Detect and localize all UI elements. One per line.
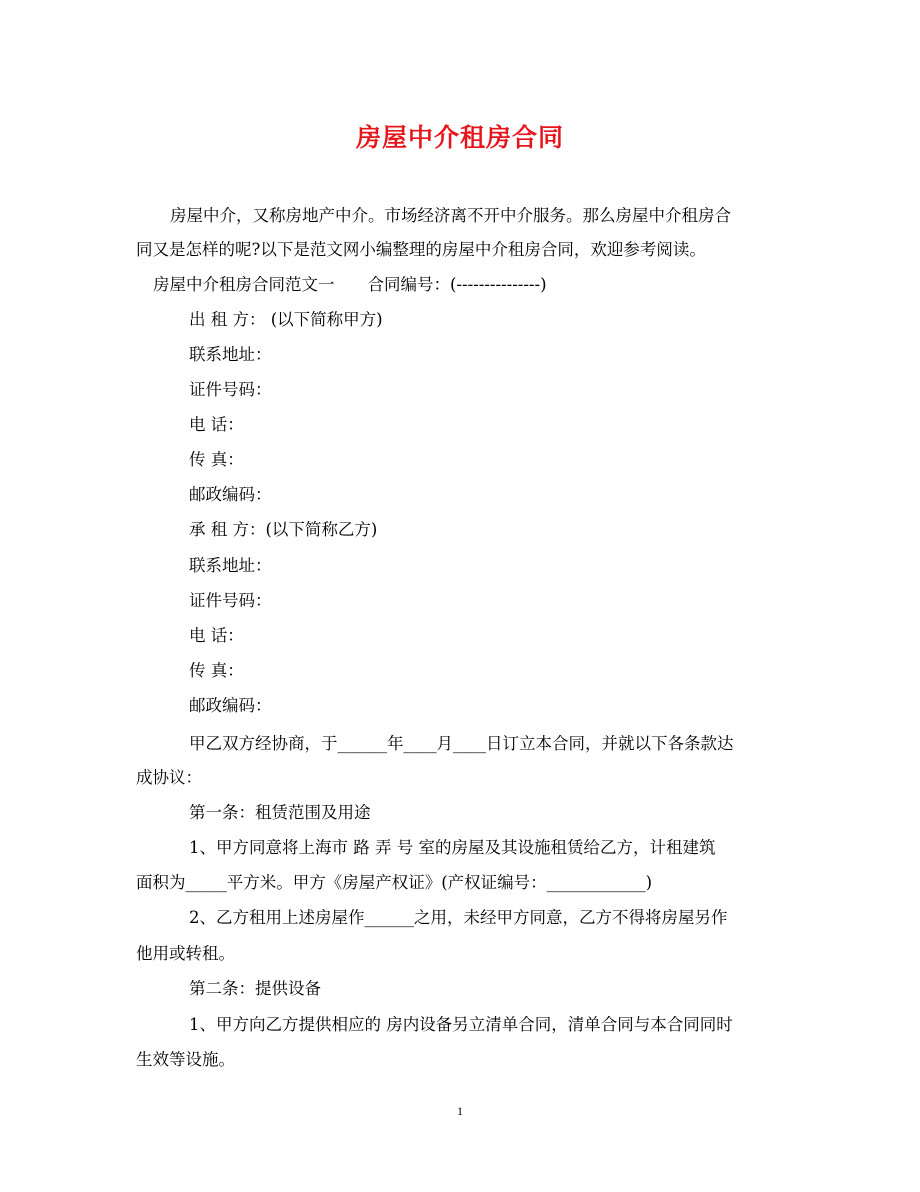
lessee-id-number: 证件号码：	[189, 591, 272, 610]
lessee-heading: 承 租 方：(以下简称乙方)	[189, 520, 378, 539]
lessee-phone: 电 话：	[189, 626, 244, 645]
lessor-id-number: 证件号码：	[189, 380, 272, 399]
lessee-address: 联系地址：	[189, 556, 272, 575]
article-2-item-1-line-1: 1、甲方向乙方提供相应的 房内设备另立清单合同，清单合同与本合同同时	[189, 1015, 733, 1034]
article-2-title: 第二条：提供设备	[189, 979, 321, 998]
article-1-title: 第一条：租赁范围及用途	[189, 803, 371, 822]
lessee-postcode: 邮政编码：	[189, 696, 272, 715]
agreement-line-1: 甲乙双方经协商，于______年____月____日订立本合同，并就以下各条款达	[189, 734, 734, 753]
article-2-item-1-line-2: 生效等设施。	[136, 1050, 235, 1069]
article-1-item-1-line-1: 1、甲方同意将上海市 路 弄 号 室的房屋及其设施租赁给乙方，计租建筑	[189, 838, 716, 857]
lessee-fax: 传 真：	[189, 661, 244, 680]
lessor-postcode: 邮政编码：	[189, 485, 272, 504]
agreement-line-2: 成协议：	[136, 768, 202, 787]
lessor-address: 联系地址：	[189, 345, 272, 364]
page-number: 1	[457, 1104, 463, 1118]
intro-line-2: 同又是怎样的呢?以下是范文网小编整理的房屋中介租房合同，欢迎参考阅读。	[136, 240, 706, 259]
lessor-phone: 电 话：	[189, 415, 244, 434]
article-1-item-1-line-2: 面积为_____平方米。甲方《房屋产权证》(产权证编号：____________)	[136, 873, 653, 892]
document-title: 房屋中介租房合同	[355, 123, 564, 152]
contract-meta-line: 房屋中介租房合同范文一 合同编号：(---------------)	[153, 275, 547, 294]
intro-line-1: 房屋中介，又称房地产中介。市场经济离不开中介服务。那么房屋中介租房合	[170, 206, 731, 225]
article-1-item-2-line-2: 他用或转租。	[136, 944, 235, 963]
lessor-fax: 传 真：	[189, 450, 244, 469]
lessor-heading: 出 租 方： (以下简称甲方)	[189, 310, 383, 329]
article-1-item-2-line-1: 2、乙方租用上述房屋作______之用，未经甲方同意，乙方不得将房屋另作	[189, 908, 728, 927]
